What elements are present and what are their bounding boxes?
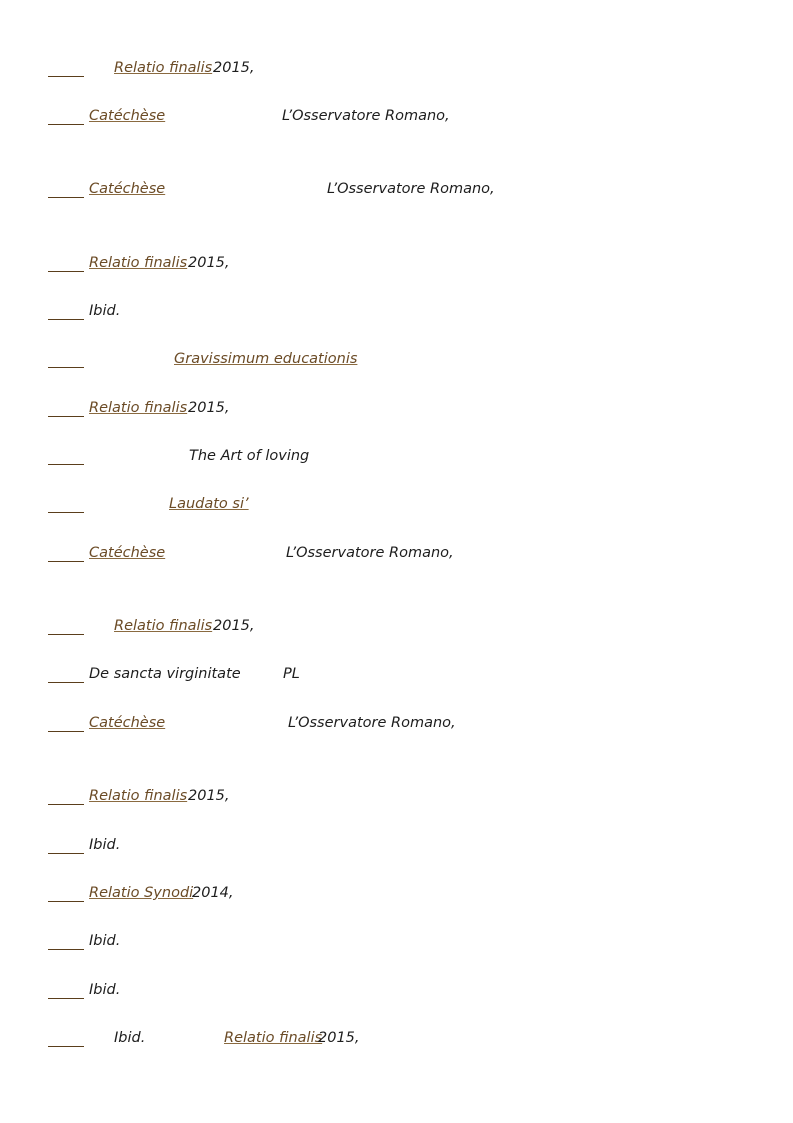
citation-text: De sancta virginitate — [89, 666, 241, 682]
footnote-reference-mark — [48, 197, 84, 198]
citation-link[interactable]: Gravissimum educationis — [174, 351, 358, 367]
citation-text: 2015, — [318, 1030, 360, 1046]
citation-link[interactable]: Catéchèse — [89, 545, 166, 561]
footnote-reference-mark — [48, 682, 84, 683]
citation-text: Ibid. — [114, 1030, 146, 1046]
footnote-reference-mark — [48, 561, 84, 562]
citation-link[interactable]: Catéchèse — [89, 181, 166, 197]
footnote-reference-mark — [48, 853, 84, 854]
footnote-reference-mark — [48, 731, 84, 732]
footnote-reference-mark — [48, 804, 84, 805]
citation-text: Ibid. — [89, 982, 121, 998]
citation-link[interactable]: Relatio finalis — [224, 1030, 323, 1046]
citation-link[interactable]: Relatio finalis — [114, 618, 213, 634]
citation-text: 2015, — [188, 400, 230, 416]
citation-text: 2014, — [192, 885, 234, 901]
citation-text: L’Osservatore Romano, — [282, 108, 450, 124]
footnote-reference-mark — [48, 124, 84, 125]
citation-text: The Art of loving — [189, 448, 310, 464]
citation-text: L’Osservatore Romano, — [327, 181, 495, 197]
footnote-reference-mark — [48, 416, 84, 417]
citation-text: Ibid. — [89, 837, 121, 853]
footnote-reference-mark — [48, 949, 84, 950]
footnote-reference-mark — [48, 271, 84, 272]
citation-link[interactable]: Relatio finalis — [89, 400, 188, 416]
citation-text: 2015, — [188, 788, 230, 804]
citation-text: Ibid. — [89, 303, 121, 319]
footnote-reference-mark — [48, 319, 84, 320]
citation-text: 2015, — [213, 618, 255, 634]
citation-link[interactable]: Catéchèse — [89, 108, 166, 124]
citation-link[interactable]: Laudato si’ — [169, 496, 249, 512]
citation-link[interactable]: Relatio finalis — [89, 255, 188, 271]
footnote-reference-mark — [48, 901, 84, 902]
footnote-reference-mark — [48, 76, 84, 77]
citation-text: L’Osservatore Romano, — [288, 715, 456, 731]
footnote-reference-mark — [48, 512, 84, 513]
footnote-reference-mark — [48, 998, 84, 999]
citation-link[interactable]: Relatio finalis — [89, 788, 188, 804]
footnote-reference-mark — [48, 1046, 84, 1047]
citation-text: 2015, — [213, 60, 255, 76]
citation-text: Ibid. — [89, 933, 121, 949]
citation-text: L’Osservatore Romano, — [286, 545, 454, 561]
citation-text: PL — [283, 666, 300, 682]
footnote-reference-mark — [48, 464, 84, 465]
footnote-reference-mark — [48, 634, 84, 635]
citation-text: 2015, — [188, 255, 230, 271]
citation-link[interactable]: Relatio Synodi — [89, 885, 194, 901]
citation-link[interactable]: Catéchèse — [89, 715, 166, 731]
footnote-reference-mark — [48, 367, 84, 368]
citation-link[interactable]: Relatio finalis — [114, 60, 213, 76]
